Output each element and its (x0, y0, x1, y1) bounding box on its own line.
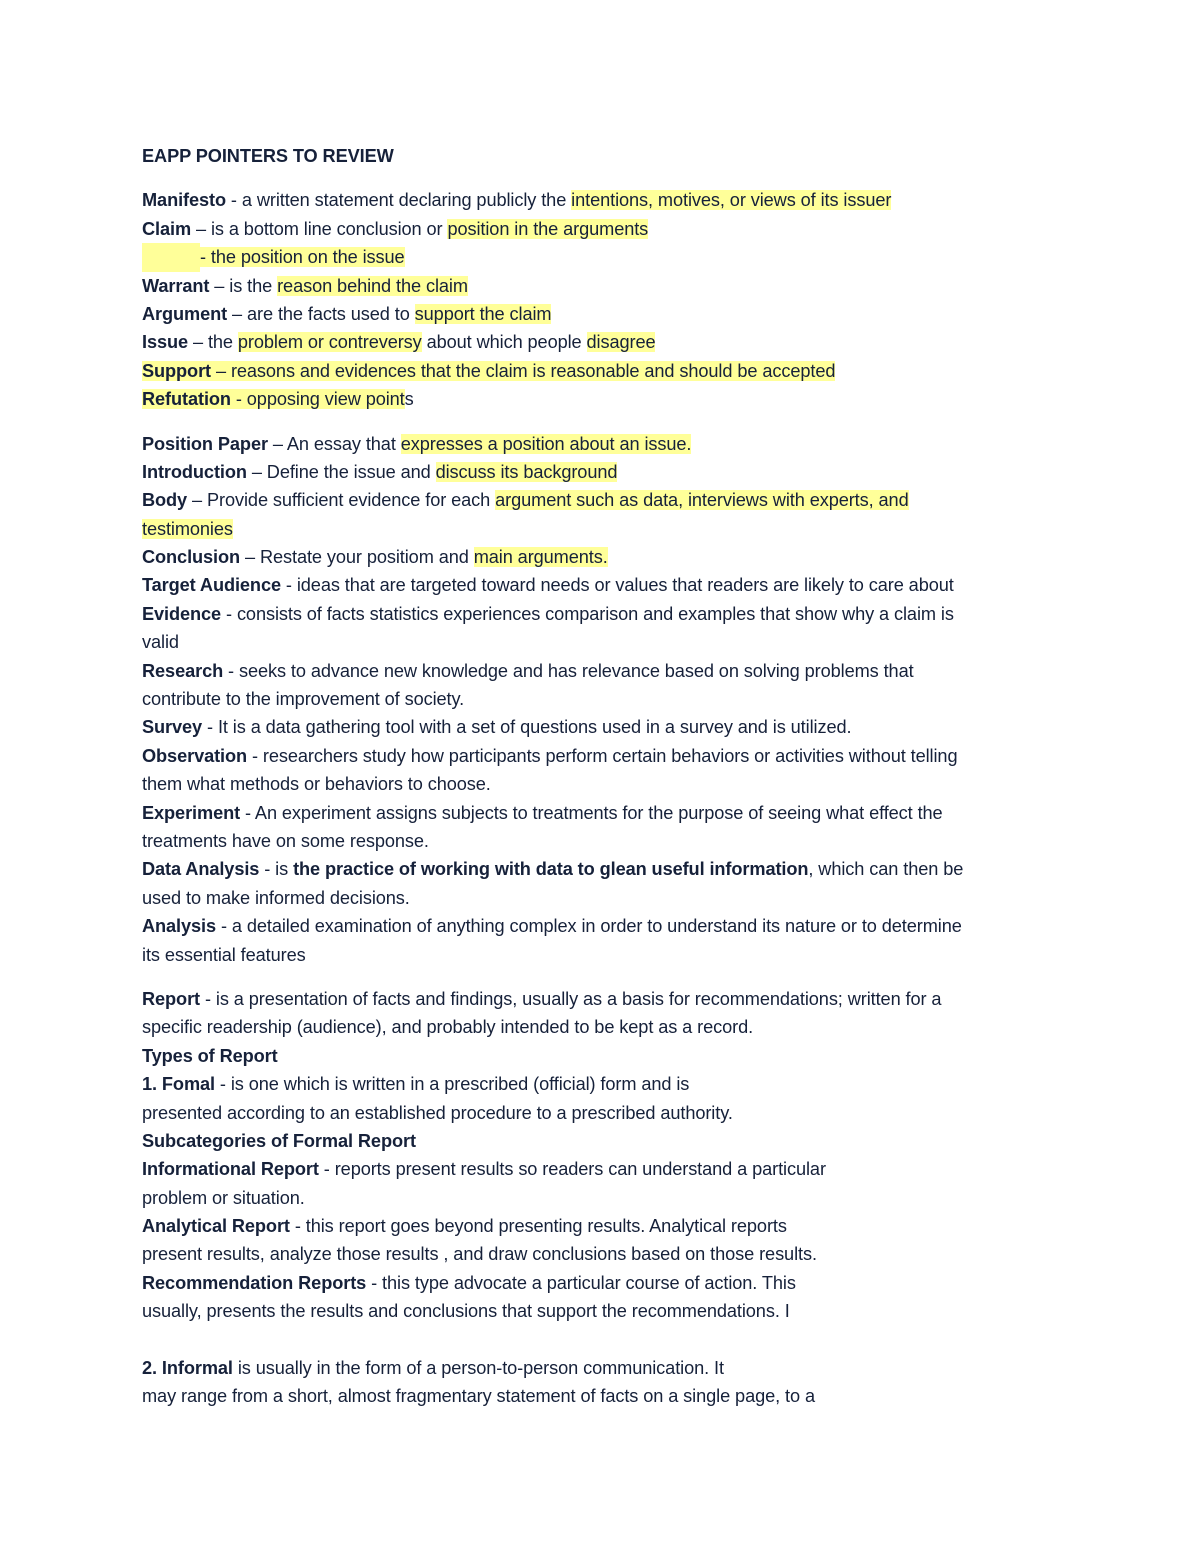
data-analysis-entry-line2: used to make informed decisions. (142, 887, 410, 908)
support-entry: Support – reasons and evidences that the claim is reasonable and should be accepted (142, 360, 836, 381)
conclusion-entry: Conclusion – Restate your positiom and main arguments. (142, 547, 608, 568)
evidence-entry: Evidence - consists of facts statistics experiences comparison and examples that show why a claim is (142, 603, 954, 624)
argument-entry: Argument – are the facts used to support the claim (142, 303, 552, 324)
highlight: support the claim (414, 303, 552, 324)
highlight: problem or contreversy (237, 332, 422, 353)
highlight: expresses a position about an issue. (400, 433, 692, 454)
term: 2. Informal (142, 1358, 233, 1379)
term: Body (142, 490, 188, 511)
issue-entry: Issue – the problem or contreversy about which people disagree (142, 332, 656, 353)
term: 1. Fomal (142, 1074, 215, 1095)
target-audience-entry: Target Audience - ideas that are targeted toward needs or values that readers are likely to care about (142, 575, 954, 596)
page-title: EAPP POINTERS TO REVIEW (142, 146, 394, 166)
term: Recommendation Reports (142, 1272, 367, 1293)
term: Warrant (142, 275, 210, 296)
highlight: argument such as data, interviews with experts, and (495, 490, 909, 511)
term: Refutation (142, 389, 231, 410)
observation-entry: Observation - researchers study how participants perform certain behaviors or activities without telling (142, 745, 958, 766)
research-entry-line2: contribute to the improvement of society. (142, 689, 465, 710)
body-entry-line2 (142, 515, 1062, 543)
analysis-entry: Analysis - a detailed examination of anything complex in order to understand its nature or to determine (142, 916, 962, 937)
highlight: intentions, motives, or views of its issuer (571, 190, 892, 211)
report-entry: Report - is a presentation of facts and findings, usually as a basis for recommendations; written for a (142, 988, 942, 1009)
recommendation-entry: Recommendation Reports - this type advocate a particular course of action. This (142, 1272, 796, 1293)
claim-entry: Claim – is a bottom line conclusion or position in the arguments (142, 218, 649, 239)
highlight: reasons and evidences that the claim is reasonable and should be accepted (230, 360, 836, 381)
term: Evidence (142, 603, 222, 624)
introduction-entry: Introduction – Define the issue and discuss its background (142, 461, 618, 482)
term: Analytical Report (142, 1216, 290, 1237)
term: Target Audience (142, 575, 281, 596)
types-heading: Types of Report (142, 1045, 278, 1066)
highlight: main arguments. (473, 547, 608, 568)
experiment-entry-line2: treatments have on some response. (142, 830, 429, 851)
term: Conclusion (142, 547, 241, 568)
term: Survey (142, 717, 203, 738)
term: Observation (142, 745, 248, 766)
highlight: testimonies (142, 518, 233, 539)
research-entry: Research - seeks to advance new knowledge and has relevance based on solving problems that (142, 660, 914, 681)
subcategories-heading: Subcategories of Formal Report (142, 1130, 416, 1151)
term: Claim (142, 218, 192, 239)
highlight: discuss its background (435, 461, 618, 482)
term: Experiment (142, 802, 241, 823)
term: Research (142, 660, 224, 681)
refutation-entry: Refutation - opposing view points (142, 389, 414, 410)
formal-entry-line2: presented according to an established procedure to a prescribed authority. (142, 1102, 733, 1123)
highlight: - the position on the issue (200, 247, 405, 268)
highlight: disagree (586, 332, 656, 353)
claim-entry-line2 (142, 243, 1062, 271)
highlight-indent (142, 243, 200, 271)
term: Support (142, 360, 212, 381)
body-entry: Body – Provide sufficient evidence for each argument such as data, interviews with experts, and (142, 490, 909, 511)
recommendation-entry-line2: usually, presents the results and conclusions that support the recommendations. I (142, 1301, 790, 1322)
analytical-entry: Analytical Report - this report goes beyond presenting results. Analytical reports (142, 1216, 787, 1237)
observation-entry-line2: them what methods or behaviors to choose. (142, 774, 491, 795)
term: Manifesto (142, 190, 226, 211)
highlight: - opposing view point (230, 389, 405, 410)
informal-entry-line2: may range from a short, almost fragmentary statement of facts on a single page, to a (142, 1386, 815, 1407)
analytical-entry-line2: present results, analyze those results , and draw conclusions based on those results. (142, 1244, 817, 1265)
evidence-entry-line2: valid (142, 632, 179, 653)
data-analysis-entry: Data Analysis - is the practice of working with data to glean useful information, which can then be (142, 859, 964, 880)
term: Position Paper (142, 433, 268, 454)
term: Issue (142, 332, 189, 353)
term: Argument (142, 303, 228, 324)
highlight: reason behind the claim (277, 275, 468, 296)
formal-entry: 1. Fomal - is one which is written in a prescribed (official) form and is (142, 1074, 690, 1095)
experiment-entry: Experiment - An experiment assigns subjects to treatments for the purpose of seeing what effect the (142, 802, 943, 823)
survey-entry: Survey - It is a data gathering tool with a set of questions used in a survey and is utilized. (142, 717, 852, 738)
manifesto-entry: Manifesto - a written statement declaring publicly the intentions, motives, or views of its issuer (142, 190, 892, 211)
highlight: position in the arguments (447, 218, 649, 239)
informational-entry: Informational Report - reports present results so readers can understand a particular (142, 1159, 826, 1180)
informal-entry: 2. Informal is usually in the form of a person-to-person communication. It (142, 1358, 724, 1379)
term: Analysis (142, 916, 217, 937)
document-page (142, 142, 1062, 1411)
report-entry-line2: specific readership (audience), and probably intended to be kept as a record. (142, 1017, 754, 1038)
informational-entry-line2: problem or situation. (142, 1187, 305, 1208)
position-paper-entry: Position Paper – An essay that expresses a position about an issue. (142, 433, 692, 454)
term: Report (142, 988, 201, 1009)
warrant-entry: Warrant – is the reason behind the claim (142, 275, 468, 296)
analysis-entry-line2: its essential features (142, 944, 306, 965)
term: Introduction (142, 461, 247, 482)
term: Informational Report (142, 1159, 319, 1180)
term: Data Analysis (142, 859, 260, 880)
